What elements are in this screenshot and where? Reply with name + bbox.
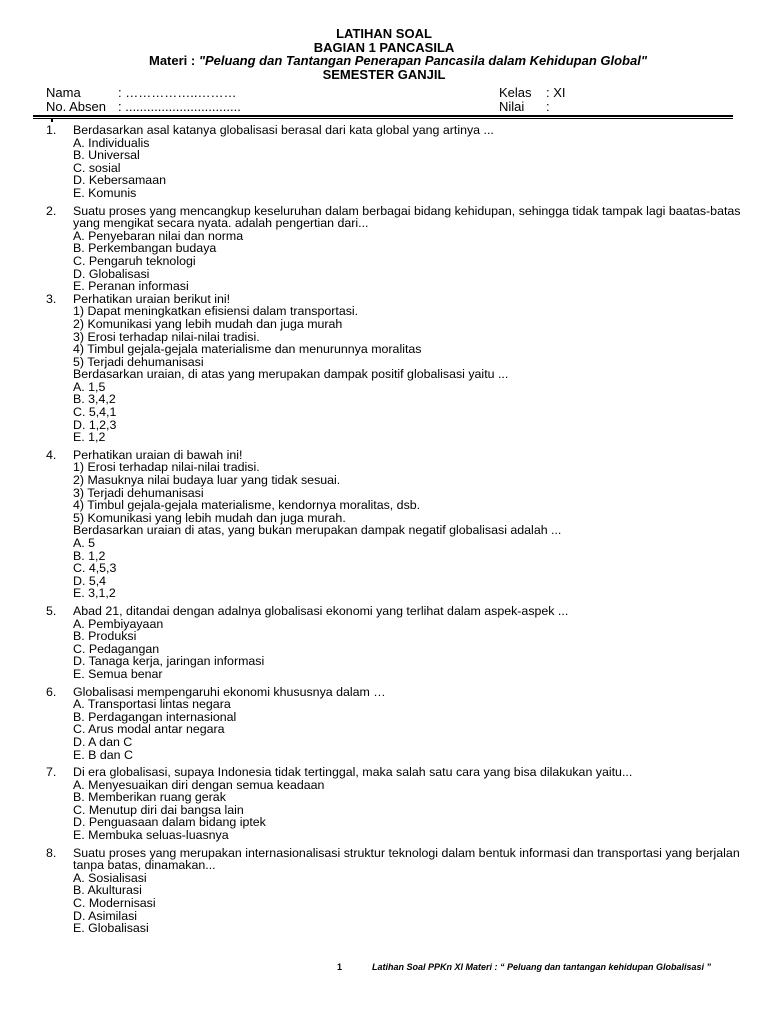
option-c: C. Pengaruh teknologi	[73, 253, 196, 268]
score-label: Nilai	[499, 99, 525, 114]
option-d: D. 5,4	[73, 573, 107, 588]
option-a: A. Transportasi lintas negara	[73, 697, 231, 712]
name-field: : ……………..………	[118, 85, 237, 100]
statement-5: 5) Komunikasi yang lebih mudah dan juga murah.	[73, 510, 346, 525]
question-stem: Abad 21, ditandai dengan adalnya globalisasi ekonomi yang terlihat dalam aspek-aspek ...	[73, 603, 569, 618]
statement-2: 2) Komunikasi yang lebih mudah dan juga murah	[73, 316, 343, 331]
option-e: E. Peranan informasi	[73, 279, 189, 294]
option-d: D. Penguasaan dalam bidang iptek	[73, 815, 266, 830]
option-a: A. Penyebaran nilai dan norma	[73, 228, 244, 243]
option-e: E. Globalisasi	[73, 921, 149, 936]
statement-2: 2) Masuknya nilai budaya luar yang tidak sesuai.	[73, 473, 341, 488]
document-semester: SEMESTER GANJIL	[322, 66, 446, 82]
option-e: E. Komunis	[73, 185, 137, 200]
document-header	[0, 27, 768, 81]
statement-4: 4) Timbul gejala-gejala materialisme dan menurunnya moralitas	[73, 342, 422, 357]
question-number: 8.	[46, 845, 57, 860]
name-label: Nama	[46, 85, 81, 100]
option-a: A. 1,5	[73, 379, 106, 394]
option-b: B. Produksi	[73, 629, 137, 644]
option-d: D. Kebersamaan	[73, 173, 166, 188]
question-stem: Berdasarkan asal katanya globalisasi berasal dari kata global yang artinya ...	[73, 123, 494, 137]
option-c: C. 5,4,1	[73, 405, 117, 420]
question-3	[46, 293, 746, 444]
question-stem: Suatu proses yang mencangkup keseluruhan dalam berbagai bidang kehidupan, sehingga tidak tampak lagi baatas-batas yang mengikat secara nyata. adalah pengertian dari...	[73, 203, 741, 231]
option-e: E. 3,1,2	[73, 586, 116, 601]
option-d: D. Globalisasi	[73, 266, 150, 281]
option-e: E. Membuka seluas-luasnya	[73, 828, 229, 843]
statement-1: 1) Erosi terhadap nilai-nilai tradisi.	[73, 460, 260, 475]
option-b: B. 3,4,2	[73, 392, 116, 407]
absen-label: No. Absen	[46, 99, 106, 114]
page-footer	[0, 962, 768, 976]
question-number: 7.	[46, 765, 57, 780]
option-e: E. Semua benar	[73, 666, 163, 681]
class-value: : XI	[546, 85, 566, 100]
statement-1: 1) Dapat meningkatkan efisiensi dalam transportasi.	[73, 304, 359, 319]
question-6	[46, 686, 746, 762]
option-d: D. A dan C	[73, 734, 133, 749]
divider-mark	[51, 118, 53, 122]
question-stem: Perhatikan uraian berikut ini!	[73, 291, 231, 306]
option-c: C. Arus modal antar negara	[73, 722, 225, 737]
question-list	[46, 124, 746, 940]
question-1	[46, 124, 746, 200]
statement-4: 4) Timbul gejala-gejala materialisme, kendornya moralitas, dsb.	[73, 498, 421, 513]
statement-3: 3) Erosi terhadap nilai-nilai tradisi.	[73, 329, 260, 344]
question-number: 2.	[46, 203, 57, 218]
option-b: B. Universal	[73, 148, 140, 163]
page-number: 1	[337, 962, 343, 972]
question-number: 5.	[46, 603, 57, 618]
header-divider	[33, 115, 733, 119]
option-d: D. Asimilasi	[73, 908, 138, 923]
question-number: 3.	[46, 291, 57, 306]
question-4	[46, 449, 746, 600]
statement-5: 5) Terjadi dehumanisasi	[73, 354, 204, 369]
question-2	[46, 205, 746, 293]
option-d: D. Tanaga kerja, jaringan informasi	[73, 654, 265, 669]
option-c: C. Pedagangan	[73, 641, 160, 656]
question-prompt: Berdasarkan uraian di atas, yang bukan merupakan dampak negatif globalisasi adalah ...	[73, 523, 562, 538]
option-a: A. 5	[73, 536, 96, 550]
student-identity-block	[46, 86, 686, 114]
document-subject	[0, 54, 768, 68]
option-e: E. B dan C	[73, 747, 133, 762]
option-a: A. Individualis	[73, 135, 150, 150]
option-c: C. 4,5,3	[73, 561, 117, 576]
option-b: B. Perdagangan internasional	[73, 709, 237, 724]
option-b: B. Perkembangan budaya	[73, 241, 217, 256]
class-label: Kelas	[499, 85, 532, 100]
option-b: B. Memberikan ruang gerak	[73, 790, 226, 805]
option-b: B. Akulturasi	[73, 883, 142, 898]
option-a: A. Menyesuaikan diri dengan semua keadaan	[73, 777, 325, 792]
option-c: C. Menutup diri dai bangsa lain	[73, 802, 244, 817]
question-5	[46, 605, 746, 681]
statement-3: 3) Terjadi dehumanisasi	[73, 485, 204, 500]
option-b: B. 1,2	[73, 548, 106, 563]
subject-title: "Peluang dan Tantangan Penerapan Pancasila dalam Kehidupan Global"	[198, 53, 647, 68]
question-stem: Perhatikan uraian di bawah ini!	[73, 447, 243, 462]
question-8	[46, 847, 746, 935]
subject-prefix: Materi :	[148, 53, 199, 68]
question-number: 6.	[46, 684, 57, 699]
footer-text: Latihan Soal PPKn XI Materi : “ Peluang dan tantangan kehidupan Globalisasi ”	[372, 962, 712, 972]
option-a: A. Sosialisasi	[73, 870, 147, 885]
option-a: A. Pembiyayaan	[73, 616, 164, 631]
question-stem: Di era globalisasi, supaya Indonesia tidak tertinggal, maka salah satu cara yang bisa dilakukan yaitu...	[73, 765, 633, 780]
question-prompt: Berdasarkan uraian, di atas yang merupakan dampak positif globalisasi yaitu ...	[73, 367, 509, 382]
option-e: E. 1,2	[73, 430, 106, 445]
question-number: 1.	[46, 123, 57, 137]
score-value: :	[546, 99, 550, 114]
option-c: C. sosial	[73, 160, 121, 175]
document-title: LATIHAN SOAL	[336, 26, 432, 41]
question-stem: Suatu proses yang merupakan internasionalisasi struktur teknologi dalam bentuk informasi dan transportasi yang berjalan tanpa batas, dinamakan...	[73, 845, 740, 873]
question-7	[46, 766, 746, 842]
absen-field: : ................................	[118, 99, 241, 114]
option-d: D. 1,2,3	[73, 417, 117, 432]
option-c: C. Modernisasi	[73, 896, 156, 911]
document-part: BAGIAN 1 PANCASILA	[313, 39, 455, 55]
question-stem: Globalisasi mempengaruhi ekonomi khususnya dalam …	[73, 684, 386, 699]
question-number: 4.	[46, 447, 57, 462]
